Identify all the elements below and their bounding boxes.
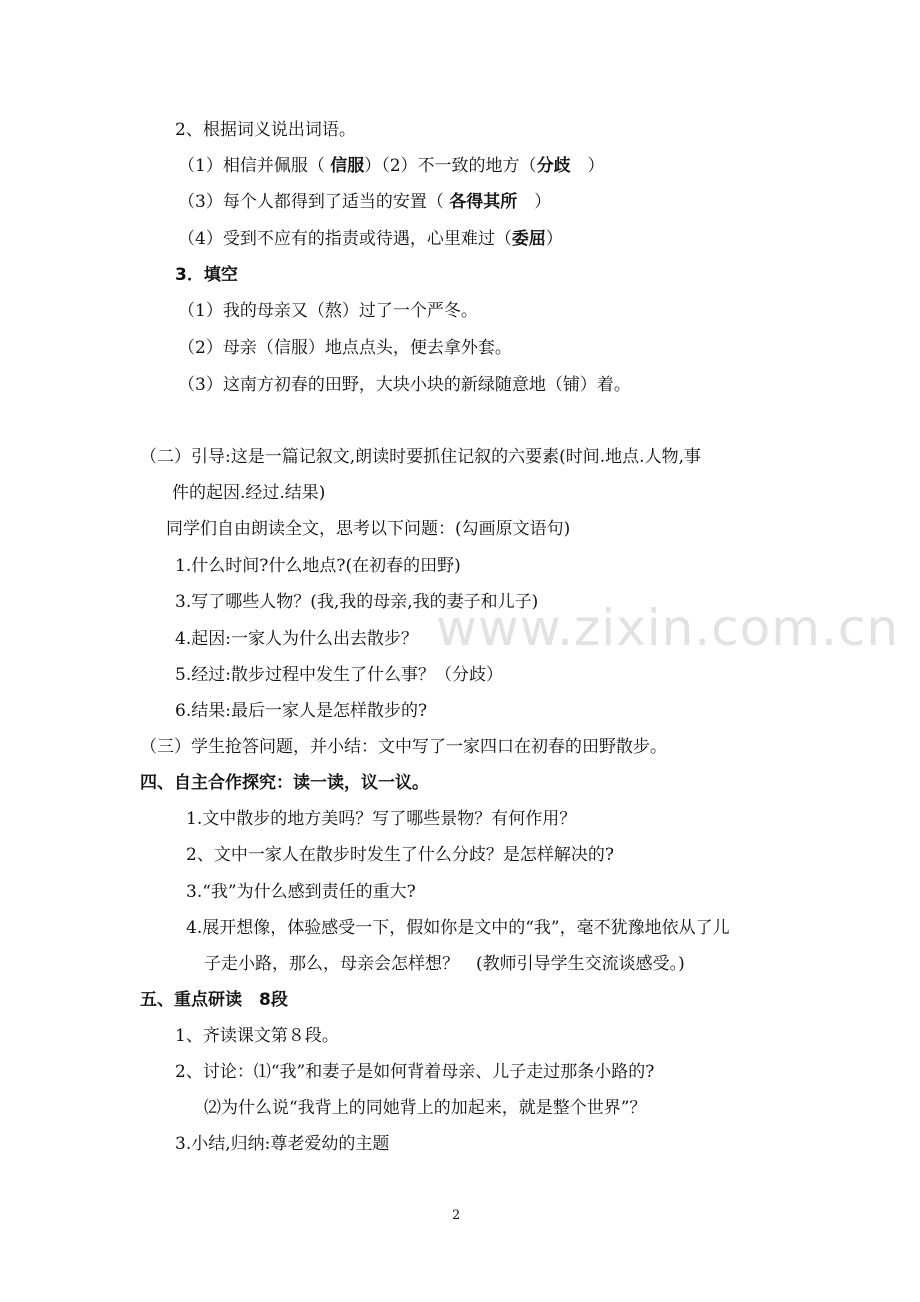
section-4-heading: 四、自主合作探究：读一读，议一议。 xyxy=(140,773,429,793)
vocab-1-middle: ）（2）不一致的地方（ xyxy=(364,156,537,176)
section-4-question: 4.展开想像，体验感受一下，假如你是文中的“我”，毫不犹豫地依从了儿 xyxy=(186,918,730,938)
vocab-4-answer: 委屈 xyxy=(511,229,546,249)
vocab-1-prefix: （1）相信并佩服（ xyxy=(178,156,331,176)
vocab-3-answer: 各得其所 xyxy=(449,192,518,212)
vocab-item-3 xyxy=(178,190,551,214)
section-4-question: 1.文中散步的地方美吗？写了哪些景物？有何作用？ xyxy=(186,809,577,829)
section-4-question: 3.“我”为什么感到责任的重大? xyxy=(186,882,416,902)
fill-item: （2）母亲（信服）地点点头，便去拿外套。 xyxy=(178,338,512,358)
section-5-item: ⑵为什么说“我背上的同她背上的加起来，就是整个世界”？ xyxy=(204,1098,647,1118)
guide-question: 1.什么时间?什么地点?(在初春的田野) xyxy=(175,556,461,576)
vocab-1-answer: 信服 xyxy=(330,156,365,176)
vocab-item-1 xyxy=(178,154,605,178)
vocab-3-suffix: ） xyxy=(517,192,552,212)
section-5-item: 2、讨论：⑴“我”和妻子是如何背着母亲、儿子走过那条小路的? xyxy=(175,1062,655,1082)
page-number: 2 xyxy=(452,1208,461,1223)
guide-question: 3.写了哪些人物？(我,我的母亲,我的妻子和儿子) xyxy=(175,592,539,612)
guide-question: 4.起因:一家人为什么出去散步？ xyxy=(175,629,418,649)
section-2-heading: 2、根据词义说出词语。 xyxy=(175,120,356,140)
guide-summary: （三）学生抢答问题，并小结：文中写了一家四口在初春的田野散步。 xyxy=(140,737,667,757)
vocab-4-suffix: ） xyxy=(545,229,563,249)
vocab-item-4 xyxy=(178,227,563,251)
section-4-question-cont: 子走小路，那么，母亲会怎样想？ (教师引导学生交流谈感受。) xyxy=(204,954,685,974)
vocab-3-prefix: （3）每个人都得到了适当的安置（ xyxy=(178,192,450,212)
section-3-heading: 3．填空 xyxy=(175,265,238,285)
vocab-2-suffix: ） xyxy=(570,156,605,176)
vocab-4-prefix: （4）受到不应有的指责或待遇，心里难过（ xyxy=(178,229,512,249)
fill-item: （3）这南方初春的田野，大块小块的新绿随意地（铺）着。 xyxy=(178,375,631,395)
fill-item: （1）我的母亲又（熬）过了一个严冬。 xyxy=(178,301,478,321)
section-5-item: 3.小结,归纳:尊老爱幼的主题 xyxy=(175,1134,390,1154)
vocab-2-answer: 分歧 xyxy=(536,156,571,176)
section-5-item: 1、齐读课文第８段。 xyxy=(175,1026,339,1046)
guide-prompt: 同学们自由朗读全文，思考以下问题：(勾画原文语句) xyxy=(166,519,571,539)
guide-question: 5.经过:散步过程中发生了什么事？（分歧） xyxy=(175,665,503,685)
guide-line-2: 件的起因.经过.结果) xyxy=(172,483,326,503)
guide-line-1: （二）引导:这是一篇记叙文,朗读时要抓住记叙的六要素(时间.地点.人物,事 xyxy=(140,447,701,467)
guide-question: 6.结果:最后一家人是怎样散步的? xyxy=(175,701,428,721)
watermark: www.zixin.com.cn xyxy=(436,599,900,657)
section-5-heading: 五、重点研读 8段 xyxy=(140,990,288,1010)
section-4-question: 2、文中一家人在散步时发生了什么分歧？是怎样解决的? xyxy=(186,845,614,865)
